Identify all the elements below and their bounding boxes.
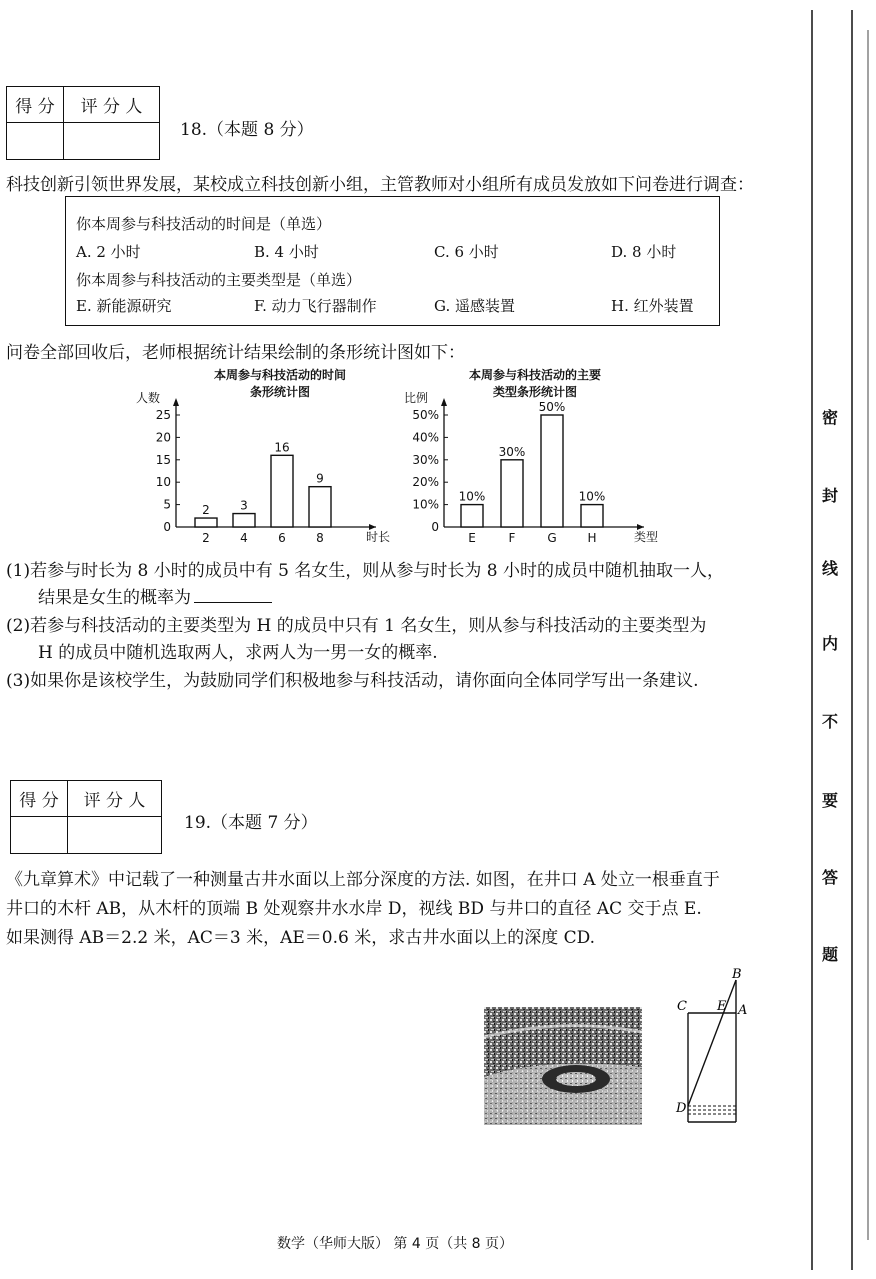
sub-question-2-line1: (2)若参与科技活动的主要类型为 H 的成员中只有 1 名女生，则从参与科技活动的主要类型为: [6, 616, 707, 636]
label-b: B: [732, 967, 742, 982]
chart2-bar-1: [501, 460, 523, 527]
chart1-bar-label-1: 3: [240, 498, 248, 513]
chart1-ytick-3: 15: [155, 452, 171, 467]
grader-label: 评 分 人: [68, 781, 162, 817]
survey-box: [65, 196, 720, 326]
chart2-bar-label-0: 10%: [458, 489, 486, 504]
chart1-bar-1: [233, 514, 255, 527]
chart1-ytick-4: 20: [155, 430, 171, 445]
well-diagram: [670, 960, 770, 1130]
sub-question-1-line2-wrap: [38, 583, 272, 608]
survey-question-2: 你本周参与科技活动的主要类型是（单选）: [76, 271, 362, 289]
label-c: C: [677, 999, 687, 1014]
chart2-xlabel: 类型: [634, 530, 659, 544]
sub-question-1-line1: (1)若参与时长为 8 小时的成员中有 5 名女生，则从参与时长为 8 小时的成员中随机抽取一人，: [6, 561, 724, 581]
chart1-bar-label-3: 9: [316, 471, 324, 486]
chart2-ytick-4: 40%: [412, 430, 439, 445]
chart1-ytick-0: 0: [163, 520, 171, 534]
side-char-8: 题: [821, 945, 838, 964]
chart1-bar-3: [309, 487, 331, 527]
chart2-svg: [400, 390, 659, 550]
side-char-1: 密: [821, 408, 838, 427]
chart2-ytick-2: 20%: [412, 475, 439, 490]
grader-cell[interactable]: [64, 123, 160, 160]
chart1-title-line2: 条形统计图: [249, 385, 310, 399]
score-cell[interactable]: [7, 123, 64, 160]
grader-cell[interactable]: [68, 817, 162, 854]
chart1-y-arrow: [173, 398, 179, 406]
chart2-bar-3: [581, 505, 603, 527]
chart1-ylabel: 人数: [136, 391, 161, 405]
chart1-svg: [130, 390, 391, 550]
survey-question-1: 你本周参与科技活动的时间是（单选）: [76, 215, 332, 233]
chart2-ytick-3: 30%: [412, 452, 439, 467]
side-char-2: 封: [821, 486, 838, 505]
survey-option-f: F. 动力飞行器制作: [254, 297, 377, 315]
page-footer: 数学（华师大版） 第 4 页（共 8 页）: [276, 1236, 514, 1252]
after-survey-text: 问卷全部回收后，老师根据统计结果绘制的条形统计图如下：: [6, 343, 465, 363]
sub-question-1-line2: 结果是女生的概率为: [38, 588, 191, 608]
chart1-category-2: 6: [278, 531, 286, 545]
chart1-category-3: 8: [316, 531, 324, 545]
chart2-bar-label-3: 10%: [578, 489, 606, 504]
chart2-title-line1: 本周参与科技活动的主要: [468, 368, 601, 382]
question-19-line3: 如果测得 AB＝2.2 米，AC＝3 米，AE＝0.6 米，求古井水面以上的深度 CD.: [6, 928, 596, 948]
chart1-title-line1: 本周参与科技活动的时间: [213, 368, 346, 382]
chart2-bar-label-2: 50%: [538, 400, 566, 414]
sight-line-bd: [688, 980, 736, 1106]
chart1-xlabel: 时长: [366, 530, 391, 544]
score-label: 得 分: [11, 781, 68, 817]
chart2-bar-label-1: 30%: [498, 444, 526, 459]
score-table-18: [6, 86, 160, 160]
survey-option-e: E. 新能源研究: [76, 297, 172, 315]
chart2-bar-0: [461, 505, 483, 527]
survey-option-a: A. 2 小时: [76, 243, 141, 261]
question-19-line1: 《九章算术》中记载了一种测量古井水面以上部分深度的方法. 如图，在井口 A 处立一根垂直于: [6, 870, 720, 890]
chart1-ytick-1: 5: [163, 497, 171, 512]
question-18-intro: 科技创新引领世界发展，某校成立科技创新小组，主管教师对小组所有成员发放如下问卷进行调查：: [6, 175, 754, 195]
survey-option-d: D. 8 小时: [611, 243, 677, 261]
well-photo: [484, 1007, 642, 1125]
answer-blank[interactable]: [194, 586, 272, 603]
chart2-category-1: F: [508, 531, 516, 545]
label-d: D: [676, 1101, 687, 1116]
chart2-y-arrow: [441, 398, 447, 406]
side-char-5: 不: [821, 712, 838, 731]
chart1-bar-label-2: 16: [274, 440, 290, 455]
side-char-7: 答: [821, 868, 838, 887]
side-char-3: 线: [821, 559, 838, 578]
label-e: E: [717, 999, 727, 1014]
question-19-line2: 井口的木杆 AB，从木杆的顶端 B 处观察井水水岸 D，视线 BD 与井口的直径 AC 交于点 E.: [6, 899, 702, 919]
chart2: [400, 390, 659, 554]
chart2-ytick-5: 50%: [412, 408, 439, 422]
chart2-category-0: E: [468, 531, 476, 545]
grader-label: 评 分 人: [64, 87, 160, 123]
chart1: [130, 390, 391, 554]
side-char-6: 要: [821, 791, 838, 810]
sub-question-2-line2: H 的成员中随机选取两人，求两人为一男一女的概率.: [38, 643, 438, 663]
chart2-ylabel: 比例: [404, 391, 429, 405]
score-cell[interactable]: [11, 817, 68, 854]
question-19-heading: 19.（本题 7 分）: [184, 813, 318, 833]
chart1-ytick-5: 25: [155, 408, 171, 422]
chart2-ytick-0: 0: [431, 520, 439, 534]
score-label: 得 分: [7, 87, 64, 123]
chart1-category-1: 4: [240, 531, 248, 545]
chart2-title-line2: 类型条形统计图: [492, 385, 577, 399]
chart2-category-2: G: [547, 531, 557, 545]
survey-option-g: G. 遥感装置: [434, 297, 515, 315]
chart2-ytick-1: 10%: [412, 497, 439, 512]
chart2-bar-2: [541, 415, 563, 527]
well-photo-image: [484, 1007, 642, 1125]
survey-option-h: H. 红外装置: [611, 297, 694, 315]
survey-option-c: C. 6 小时: [434, 243, 499, 261]
side-char-4: 内: [821, 634, 838, 653]
survey-option-b: B. 4 小时: [254, 243, 319, 261]
chart2-category-3: H: [587, 531, 597, 545]
question-18-heading: 18.（本题 8 分）: [180, 120, 314, 140]
sub-question-3: (3)如果你是该校学生，为鼓励同学们积极地参与科技活动，请你面向全体同学写出一条建议.: [6, 671, 699, 691]
score-table-19: [10, 780, 162, 854]
chart1-bar-2: [271, 455, 293, 527]
chart1-ytick-2: 10: [155, 475, 171, 490]
chart1-bar-0: [195, 518, 217, 527]
label-a: A: [738, 1003, 748, 1018]
chart1-bar-label-0: 2: [202, 503, 210, 518]
chart1-category-0: 2: [202, 531, 210, 545]
